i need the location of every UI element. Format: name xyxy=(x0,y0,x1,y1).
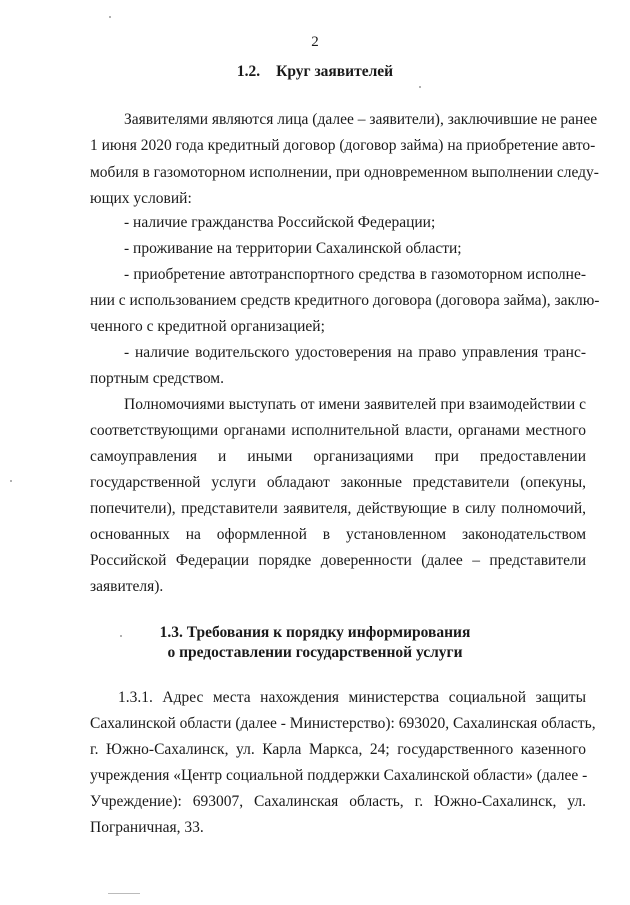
list-item: - приобретение автотранспортного средства в газомоторном исполне- xyxy=(124,266,586,283)
scan-speck xyxy=(109,16,111,18)
paragraph-line: 1 июня 2020 года кредитный договор (договор займа) на приобретение авто- xyxy=(90,137,596,154)
page-number: 2 xyxy=(311,34,319,50)
paragraph-line: ющих условий: xyxy=(90,190,192,207)
scan-speck xyxy=(10,480,12,482)
paragraph-line: ченного с кредитной организацией; xyxy=(90,318,325,335)
list-item: - наличие гражданства Российской Федерации; xyxy=(124,214,436,231)
scan-speck xyxy=(419,86,421,88)
paragraph-line: г. Южно-Сахалинск, ул. Карла Маркса, 24; государственного казенного xyxy=(90,741,586,758)
scan-speck xyxy=(120,635,122,637)
paragraph-line: Российской Федерации порядке доверенности (далее – представители xyxy=(90,552,586,569)
paragraph-line: Пограничная, 33. xyxy=(90,819,204,836)
scan-edge-mark xyxy=(108,893,140,894)
paragraph-line: Сахалинской области (далее - Министерство): 693020, Сахалинская область, xyxy=(90,715,596,732)
paragraph-line: нии с использованием средств кредитного договора (договора займа), заклю- xyxy=(90,292,600,309)
list-item: - проживание на территории Сахалинской области; xyxy=(124,240,462,257)
paragraph-line: портным средством. xyxy=(90,370,224,387)
section-1-2-title: Круг заявителей xyxy=(276,63,394,80)
section-1-2-heading xyxy=(0,62,630,82)
paragraph-line: самоуправления и иными организациями при предоставлении xyxy=(90,448,586,465)
section-1-3-heading-line-2: о предоставлении государственной услуги xyxy=(167,644,463,661)
paragraph-line: Заявителями являются лица (далее – заявители), заключившие не ранее xyxy=(124,111,598,128)
section-1-3-heading-line-1: 1.3. Требования к порядку информирования xyxy=(159,624,471,641)
section-1-2-number: 1.2. xyxy=(236,63,261,80)
paragraph-line: попечители), представители заявителя, действующие в силу полномочий, xyxy=(90,500,586,517)
paragraph-line: Полномочиями выступать от имени заявителей при взаимодействии с xyxy=(124,396,586,413)
paragraph-line: государственной услуги обладают законные представители (опекуны, xyxy=(90,474,586,491)
paragraph-line: мобиля в газомоторном исполнении, при одновременном выполнении следу- xyxy=(90,164,599,181)
paragraph-line: соответствующими органами исполнительной власти, органами местного xyxy=(90,422,586,439)
list-item: - наличие водительского удостоверения на право управления транс- xyxy=(124,344,586,361)
paragraph-line: учреждения «Центр социальной поддержки Сахалинской области» (далее - xyxy=(90,767,588,784)
paragraph-line: 1.3.1. Адрес места нахождения министерства социальной защиты xyxy=(118,689,586,706)
paragraph-line: заявителя). xyxy=(90,578,164,595)
paragraph-line: основанных на оформленной в установленном законодательством xyxy=(90,526,586,543)
paragraph-line: Учреждение): 693007, Сахалинская область, г. Южно-Сахалинск, ул. xyxy=(90,793,586,810)
